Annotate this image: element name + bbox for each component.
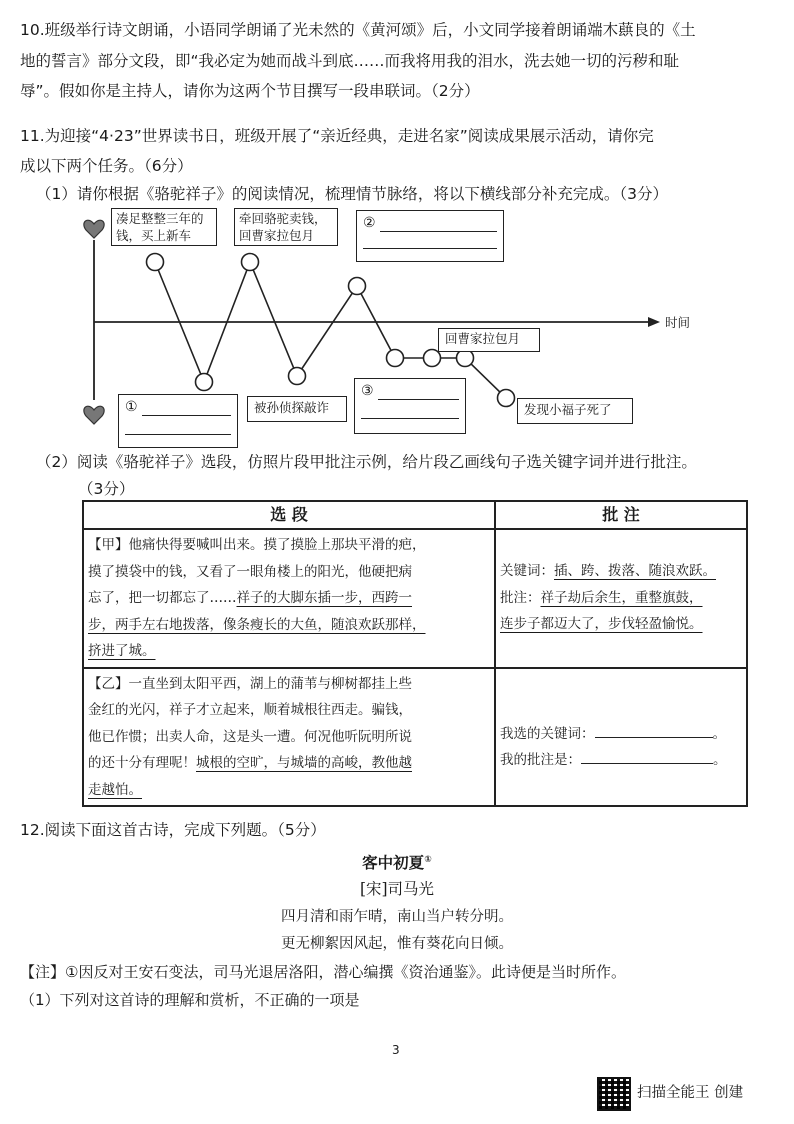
excerpt-jia	[83, 529, 495, 668]
blank-1-line-2[interactable]	[125, 416, 231, 435]
blank-1-number: ①	[125, 399, 138, 415]
plot-node	[147, 254, 164, 271]
q11-sub2-line-2: （3分）	[78, 480, 135, 498]
plot-box-sell-camels-line2: 回曹家拉包月	[239, 228, 315, 243]
plot-box-sell-camels-line1: 牵回骆驼卖钱，	[239, 211, 327, 226]
plot-node	[498, 390, 515, 407]
plot-node	[349, 278, 366, 295]
blank-1-line-1[interactable]	[142, 405, 231, 416]
excerpt-jia-line: 【甲】他痛快得要喊叫出来。摸了摸脸上那块平滑的疤，	[88, 537, 426, 553]
q12-question-1: （1）下列对这首诗的理解和赏析，不正确的一项是	[20, 991, 360, 1009]
plot-box-blank-2	[356, 210, 504, 262]
q10-line-3: 辱”。假如你是主持人，请你为这两个节目撰写一段串联词。（2分）	[20, 82, 480, 100]
plot-node	[242, 254, 259, 271]
plot-box-return-cao: 回曹家拉包月	[438, 328, 540, 352]
excerpt-jia-line: 步，两手左右地拨落，像条瘦长的大鱼，随浪欢跃那样，	[88, 616, 426, 633]
q12-intro: 12.阅读下面这首古诗，完成下列题。（5分）	[20, 821, 326, 839]
annotation-jia-comment-2: 连步子都迈大了，步伐轻盈愉悦。	[500, 616, 703, 632]
plot-node	[424, 350, 441, 367]
excerpt-yi-line: 他已作惯；出卖人命，这是头一遭。何况他听阮明所说	[88, 728, 412, 745]
plot-box-blank-1	[118, 394, 238, 448]
blank-3-line-2[interactable]	[361, 400, 459, 419]
q11-line-2: 成以下两个任务。（6分）	[20, 157, 193, 175]
scanner-watermark: 扫描全能王 创建	[637, 1085, 744, 1101]
my-comment-blank[interactable]	[581, 749, 713, 764]
plot-node	[457, 350, 474, 367]
annotation-table	[82, 500, 748, 807]
annotation-jia-keywords: 关键词：插、跨、拨落、随浪欢跃。	[500, 563, 716, 579]
excerpt-yi	[83, 668, 495, 807]
annotation-jia-comment: 批注：祥子劫后余生，重整旗鼓，	[500, 589, 703, 606]
blank-2-line-1[interactable]	[380, 221, 497, 232]
my-keywords-row: 我选的关键词： 。	[500, 721, 742, 748]
blank-3-line-1[interactable]	[378, 389, 459, 400]
blank-2-number: ②	[363, 215, 376, 231]
plot-box-blank-3	[354, 378, 466, 434]
excerpt-jia-line: 挤进了城。	[88, 643, 156, 659]
poem-verse-2: 更无柳絮因风起，惟有葵花向日倾。	[281, 936, 513, 952]
heart-top-icon	[84, 220, 104, 238]
qr-code-icon	[597, 1077, 631, 1111]
page-number: 3	[392, 1043, 400, 1057]
annotation-yi	[495, 668, 747, 807]
heart-bottom-icon	[84, 406, 104, 424]
annotation-jia	[495, 529, 747, 668]
plot-box-extorted: 被孙侦探敲诈	[247, 396, 347, 422]
poem-title: 客中初夏①	[362, 854, 432, 873]
q11-line-1: 11.为迎接“4·23”世界读书日，班级开展了“亲近经典，走进名家”阅读成果展示活动，请你完	[20, 127, 654, 145]
q11-sub2-line-1: （2）阅读《骆驼祥子》选段，仿照片段甲批注示例，给片段乙画线句子选关键字词并进行批注。	[36, 453, 697, 471]
excerpt-jia-line-3: 忘了，把一切都忘了……祥子的大脚东插一步，西跨一	[88, 590, 412, 606]
plot-box-new-car-line2: 钱，买上新车	[116, 228, 192, 243]
plot-node	[196, 374, 213, 391]
table-header-excerpt: 选 段	[83, 501, 495, 529]
q10-line-1: 10.班级举行诗文朗诵，小语同学朗诵了光未然的《黄河颂》后，小文同学接着朗诵端木蕻良的《土	[20, 21, 696, 39]
poem-verse-1: 四月清和雨乍晴，南山当户转分明。	[281, 909, 513, 925]
blank-3-number: ③	[361, 383, 374, 399]
plot-node	[289, 368, 306, 385]
poem-author: [宋]司马光	[359, 880, 435, 898]
time-axis-label: 时间	[665, 315, 691, 330]
plot-node	[387, 350, 404, 367]
q11-sub1: （1）请你根据《骆驼祥子》的阅读情况，梳理情节脉络，将以下横线部分补充完成。（3分）	[36, 185, 668, 203]
my-keywords-blank[interactable]	[595, 723, 713, 738]
q10-line-2: 地的誓言》部分文段，即“我必定为她而战斗到底……而我将用我的泪水，洗去她一切的污秽和耻	[20, 52, 680, 70]
excerpt-yi-line: 走越怕。	[88, 781, 142, 798]
excerpt-yi-line-4: 的还十分有理呢！城根的空旷，与城墙的高峻，教他越	[88, 755, 412, 771]
blank-2-line-2[interactable]	[363, 232, 497, 249]
table-header-annotation: 批 注	[495, 501, 747, 529]
plot-box-xiaofuzi: 发现小福子死了	[517, 398, 633, 424]
excerpt-yi-line: 【乙】一直坐到太阳平西，湖上的蒲苇与柳树都挂上些	[88, 675, 412, 692]
excerpt-yi-line: 金红的光闪，祥子才立起来，顺着城根往西走。骗钱，	[88, 702, 412, 718]
plot-box-sell-camels	[234, 208, 338, 246]
time-axis-arrow	[648, 317, 660, 327]
poem-note: 【注】①因反对王安石变法，司马光退居洛阳，潜心编撰《资治通鉴》。此诗便是当时所作。	[20, 963, 626, 981]
excerpt-jia-line: 摸了摸袋中的钱，又看了一眼角楼上的阳光，他硬把病	[88, 563, 412, 580]
my-comment-row: 我的批注是： 。	[500, 747, 742, 774]
plot-box-new-car	[111, 208, 217, 246]
plot-box-new-car-line1: 凑足整整三年的	[116, 211, 204, 226]
